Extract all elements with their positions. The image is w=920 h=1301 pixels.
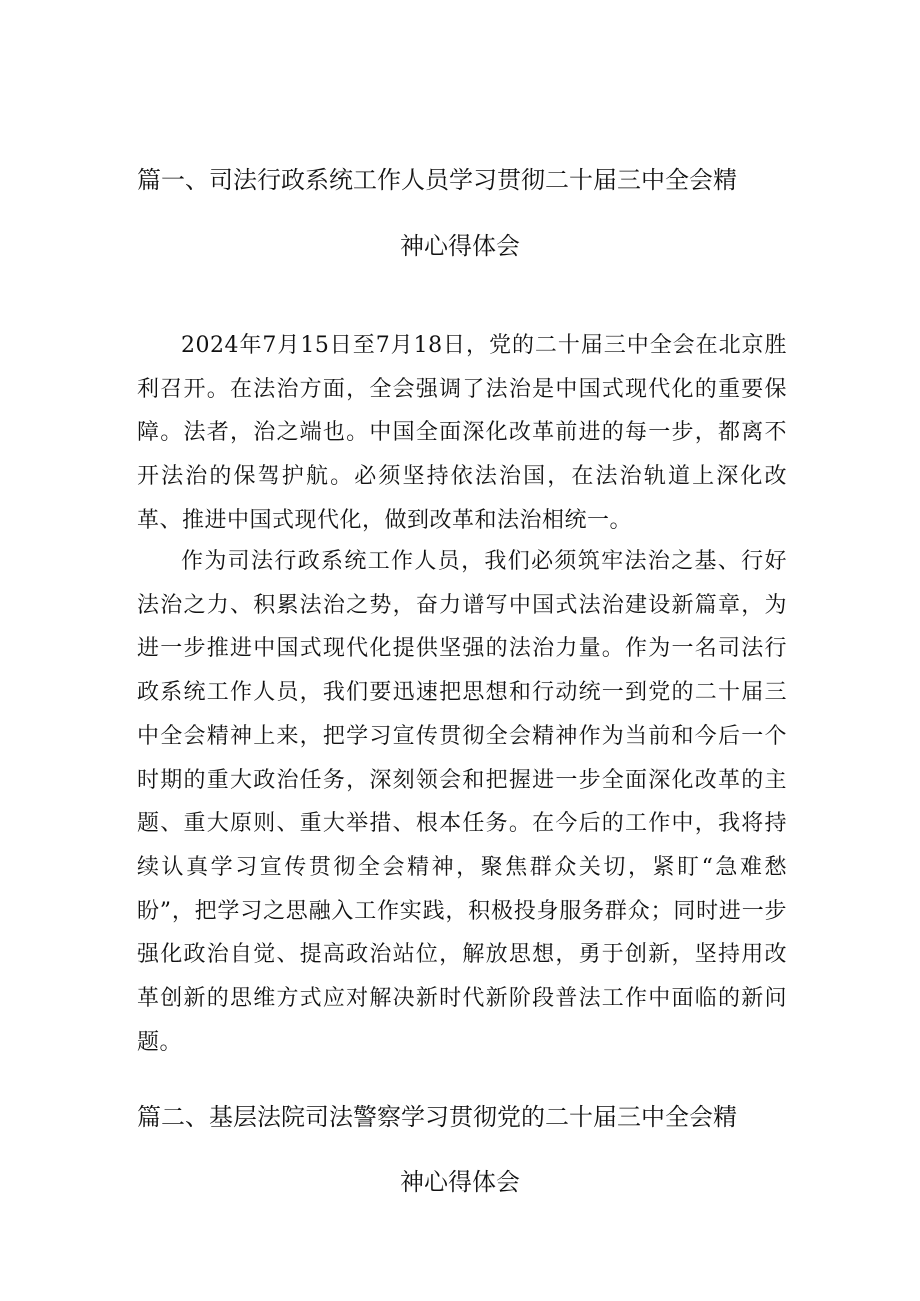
- section-1-paragraph-1: 2024年7月15日至7月18日，党的二十届三中全会在北京胜利召开。在法治方面，全会强调了法治是中国式现代化的重要保障。法者，治之端也。中国全面深化改革前进的每一步，都离不开法治的保驾护航。必须坚持依法治国，在法治轨道上深化改革、推进中国式现代化，做到改革和法治相统一。: [137, 333, 787, 533]
- section-2-title-line-1: 篇二、基层法院司法警察学习贯彻党的二十届三中全会精: [137, 1103, 737, 1131]
- section-2-title-line-2: 神心得体会: [400, 1168, 520, 1196]
- section-1-paragraph-2: 作为司法行政系统工作人员，我们必须筑牢法治之基、行好法治之力、积累法治之势，奋力谱写中国式法治建设新篇章，为进一步推进中国式现代化提供坚强的法治力量。作为一名司法行政系统工作人员，我们要迅速把思想和行动统一到党的二十届三中全会精神上来，把学习宣传贯彻全会精神作为当前和今后一个时期的重大政治任务，深刻领会和把握进一步全面深化改革的主题、重大原则、重大举措、根本任务。在今后的工作中，我将持续认真学习宣传贯彻全会精神，聚焦群众关切，紧盯“急难愁盼”，把学习之思融入工作实践，积极投身服务群众；同时进一步强化政治自觉、提高政治站位，解放思想，勇于创新，坚持用改革创新的思维方式应对解决新时代新阶段普法工作中面临的新问题。: [137, 549, 787, 1055]
- section-1-title-line-2: 神心得体会: [400, 232, 520, 260]
- section-1-title-line-1: 篇一、司法行政系统工作人员学习贯彻二十届三中全会精: [137, 166, 737, 194]
